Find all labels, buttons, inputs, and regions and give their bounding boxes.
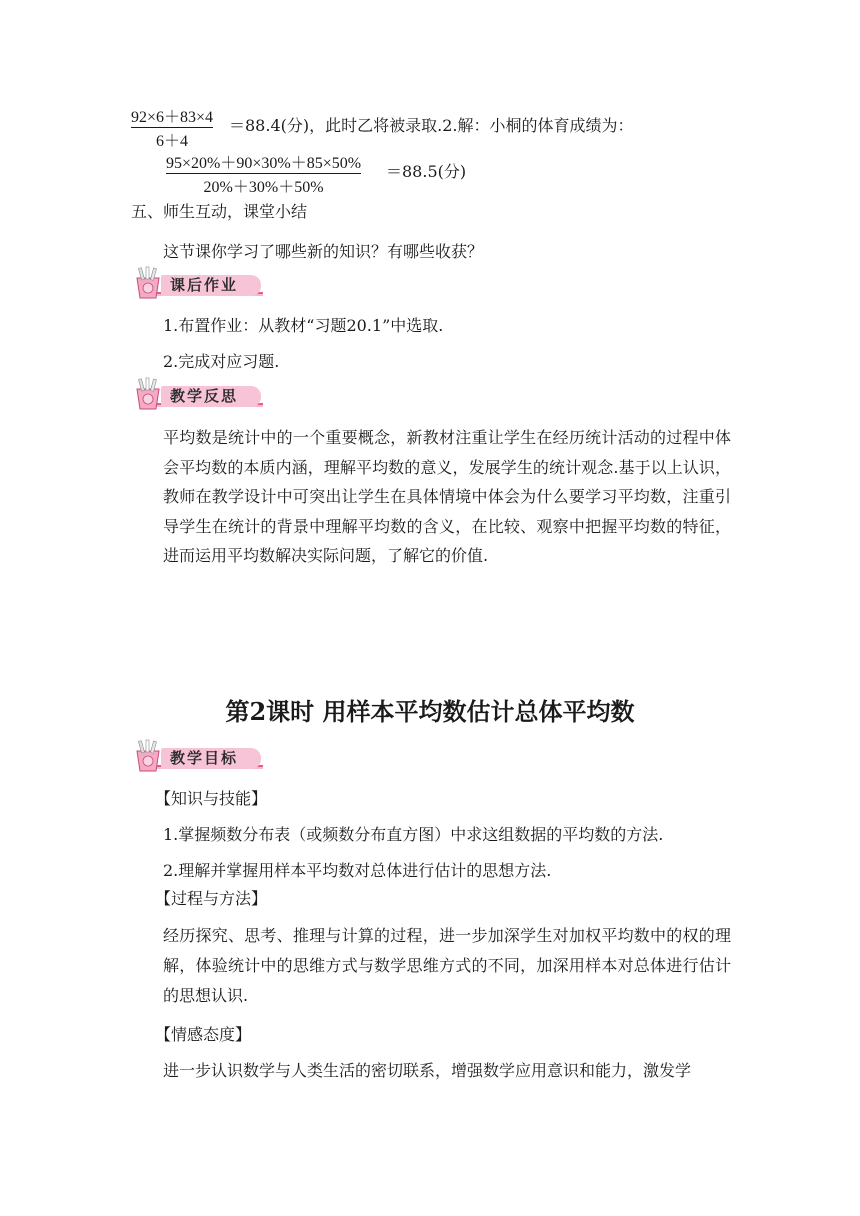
pencil-cup-icon bbox=[131, 377, 165, 411]
reflection-paragraph: 平均数是统计中的一个重要概念，新教材注重让学生在经历统计活动的过程中体会平均数的本质内涵，理解平均数的意义，发展学生的统计观念.基于以上认识，教师在教学设计中可突出让学生在具体情境中体会为什么要学习平均数，注重引导学生在统计的背景中理解平均数的含义，在比较、观察中把握平均数的特征，进而运用平均数解决实际问题，了解它的价值. bbox=[163, 428, 731, 566]
section-5-heading: 五、师生互动，课堂小结 bbox=[131, 202, 308, 221]
pencil-cup-icon bbox=[131, 739, 165, 773]
fraction-2-numerator: 95×20%＋90×30%＋85×50% bbox=[166, 155, 362, 172]
homework-item-2: 2.完成对应习题. bbox=[163, 352, 280, 371]
knowledge-item-2: 2.理解并掌握用样本平均数对总体进行估计的思想方法. bbox=[163, 861, 552, 880]
homework-item-1: 1.布置作业：从教材“习题20.1”中选取. bbox=[163, 316, 444, 335]
fraction-2-denominator: 20%＋30%＋50% bbox=[203, 179, 324, 196]
goals-badge bbox=[131, 739, 263, 773]
calc-line-1-text: ＝88.4(分)，此时乙将被录取.2.解：小桐的体育成绩为： bbox=[229, 116, 634, 135]
badge-tag bbox=[161, 748, 261, 769]
homework-badge bbox=[131, 266, 263, 300]
reflection-badge-label: 教学反思 bbox=[170, 387, 239, 405]
badge-tag bbox=[161, 275, 261, 296]
calc-line-2-text: ＝88.5(分) bbox=[386, 162, 467, 181]
reflection-badge bbox=[131, 377, 263, 411]
process-paragraph: 经历探究、思考、推理与计算的过程，进一步加深学生对加权平均数中的权的理解，体验统计中的思维方式与数学思维方式的不同，加深用样本对总体进行估计的思想认识. bbox=[163, 926, 731, 1005]
fraction-2 bbox=[166, 150, 361, 197]
knowledge-heading: 【知识与技能】 bbox=[155, 789, 268, 808]
process-heading: 【过程与方法】 bbox=[155, 889, 268, 908]
emotion-heading: 【情感态度】 bbox=[155, 1025, 252, 1044]
knowledge-item-1: 1.掌握频数分布表（或频数分布直方图）中求这组数据的平均数的方法. bbox=[163, 825, 664, 844]
emotion-paragraph: 进一步认识数学与人类生活的密切联系，增强数学应用意识和能力，激发学 bbox=[163, 1061, 692, 1080]
goals-badge-label: 教学目标 bbox=[170, 749, 239, 767]
section-5-text: 这节课你学习了哪些新的知识？有哪些收获？ bbox=[163, 242, 484, 261]
fraction-1-denominator: 6＋4 bbox=[156, 133, 189, 150]
badge-tag bbox=[161, 386, 261, 407]
fraction-1 bbox=[131, 104, 213, 151]
homework-badge-label: 课后作业 bbox=[170, 276, 239, 294]
lesson-2-title: 第2课时 用样本平均数估计总体平均数 bbox=[225, 697, 635, 726]
fraction-1-numerator: 92×6＋83×4 bbox=[131, 109, 214, 126]
pencil-cup-icon bbox=[131, 266, 165, 300]
